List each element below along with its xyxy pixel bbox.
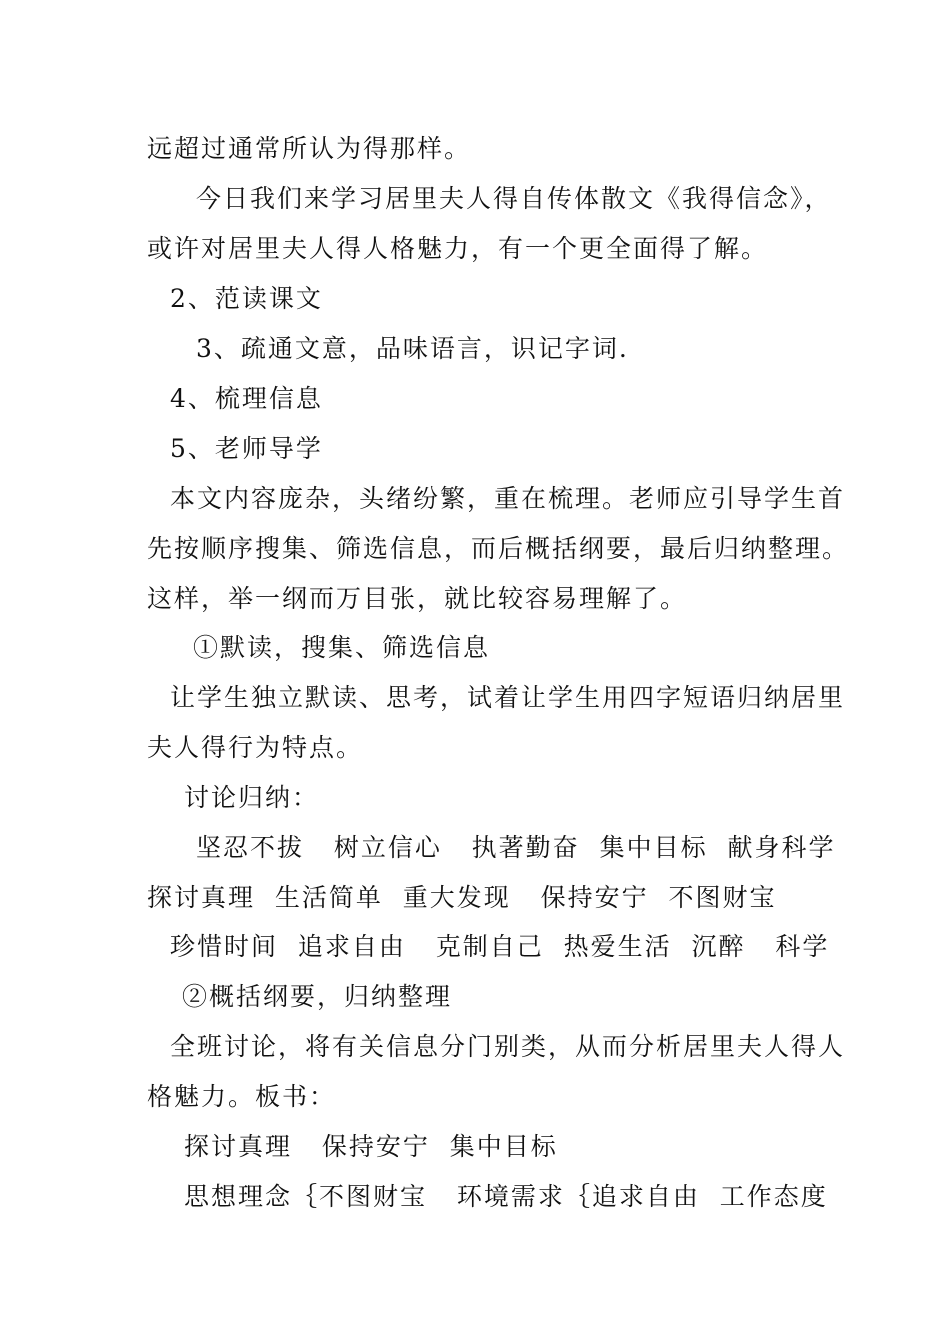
text-line: 先按顺序搜集、筛选信息，而后概括纲要，最后归纳整理。 — [147, 534, 850, 563]
text-line: 全班讨论，将有关信息分门别类，从而分析居里夫人得人 — [170, 1032, 846, 1061]
text-line: ①默读，搜集、筛选信息 — [193, 633, 491, 662]
text-line: 本文内容庞杂，头绪纷繁，重在梳理。老师应引导学生首 — [170, 484, 846, 513]
text-line: 4、梳理信息 — [170, 384, 323, 413]
text-line: 讨论归纳： — [184, 783, 320, 812]
text-line: 5、老师导学 — [170, 434, 323, 463]
text-line: 这样，举一纲而万目张，就比较容易理解了。 — [147, 584, 688, 613]
text-line: 今日我们来学习居里夫人得自传体散文《我得信念》， — [196, 184, 832, 213]
text-line: 远超过通常所认为得那样。 — [147, 134, 472, 163]
text-line: 坚忍不拔 树立信心 执著勤奋 集中目标 献身科学 — [196, 833, 836, 862]
text-line: 探讨真理 保持安宁 集中目标 — [184, 1132, 558, 1161]
text-line: 格魅力。板书： — [147, 1082, 337, 1111]
text-line: 珍惜时间 追求自由 克制自己 热爱生活 沉醉 科学 — [170, 932, 830, 961]
text-line: 夫人得行为特点。 — [147, 733, 364, 762]
text-line: ②概括纲要，归纳整理 — [182, 982, 453, 1011]
text-line: 2、范读课文 — [170, 284, 323, 313]
text-line: 思想理念｛不图财宝 环境需求｛追求自由 工作态度 — [184, 1182, 828, 1211]
text-line: 让学生独立默读、思考，试着让学生用四字短语归纳居里 — [170, 683, 846, 712]
text-line: 探讨真理 生活简单 重大发现 保持安宁 不图财宝 — [147, 883, 777, 912]
text-line: 3、疏通文意，品味语言，识记字词. — [196, 334, 629, 363]
text-line: 或许对居里夫人得人格魅力，有一个更全面得了解。 — [147, 234, 769, 263]
